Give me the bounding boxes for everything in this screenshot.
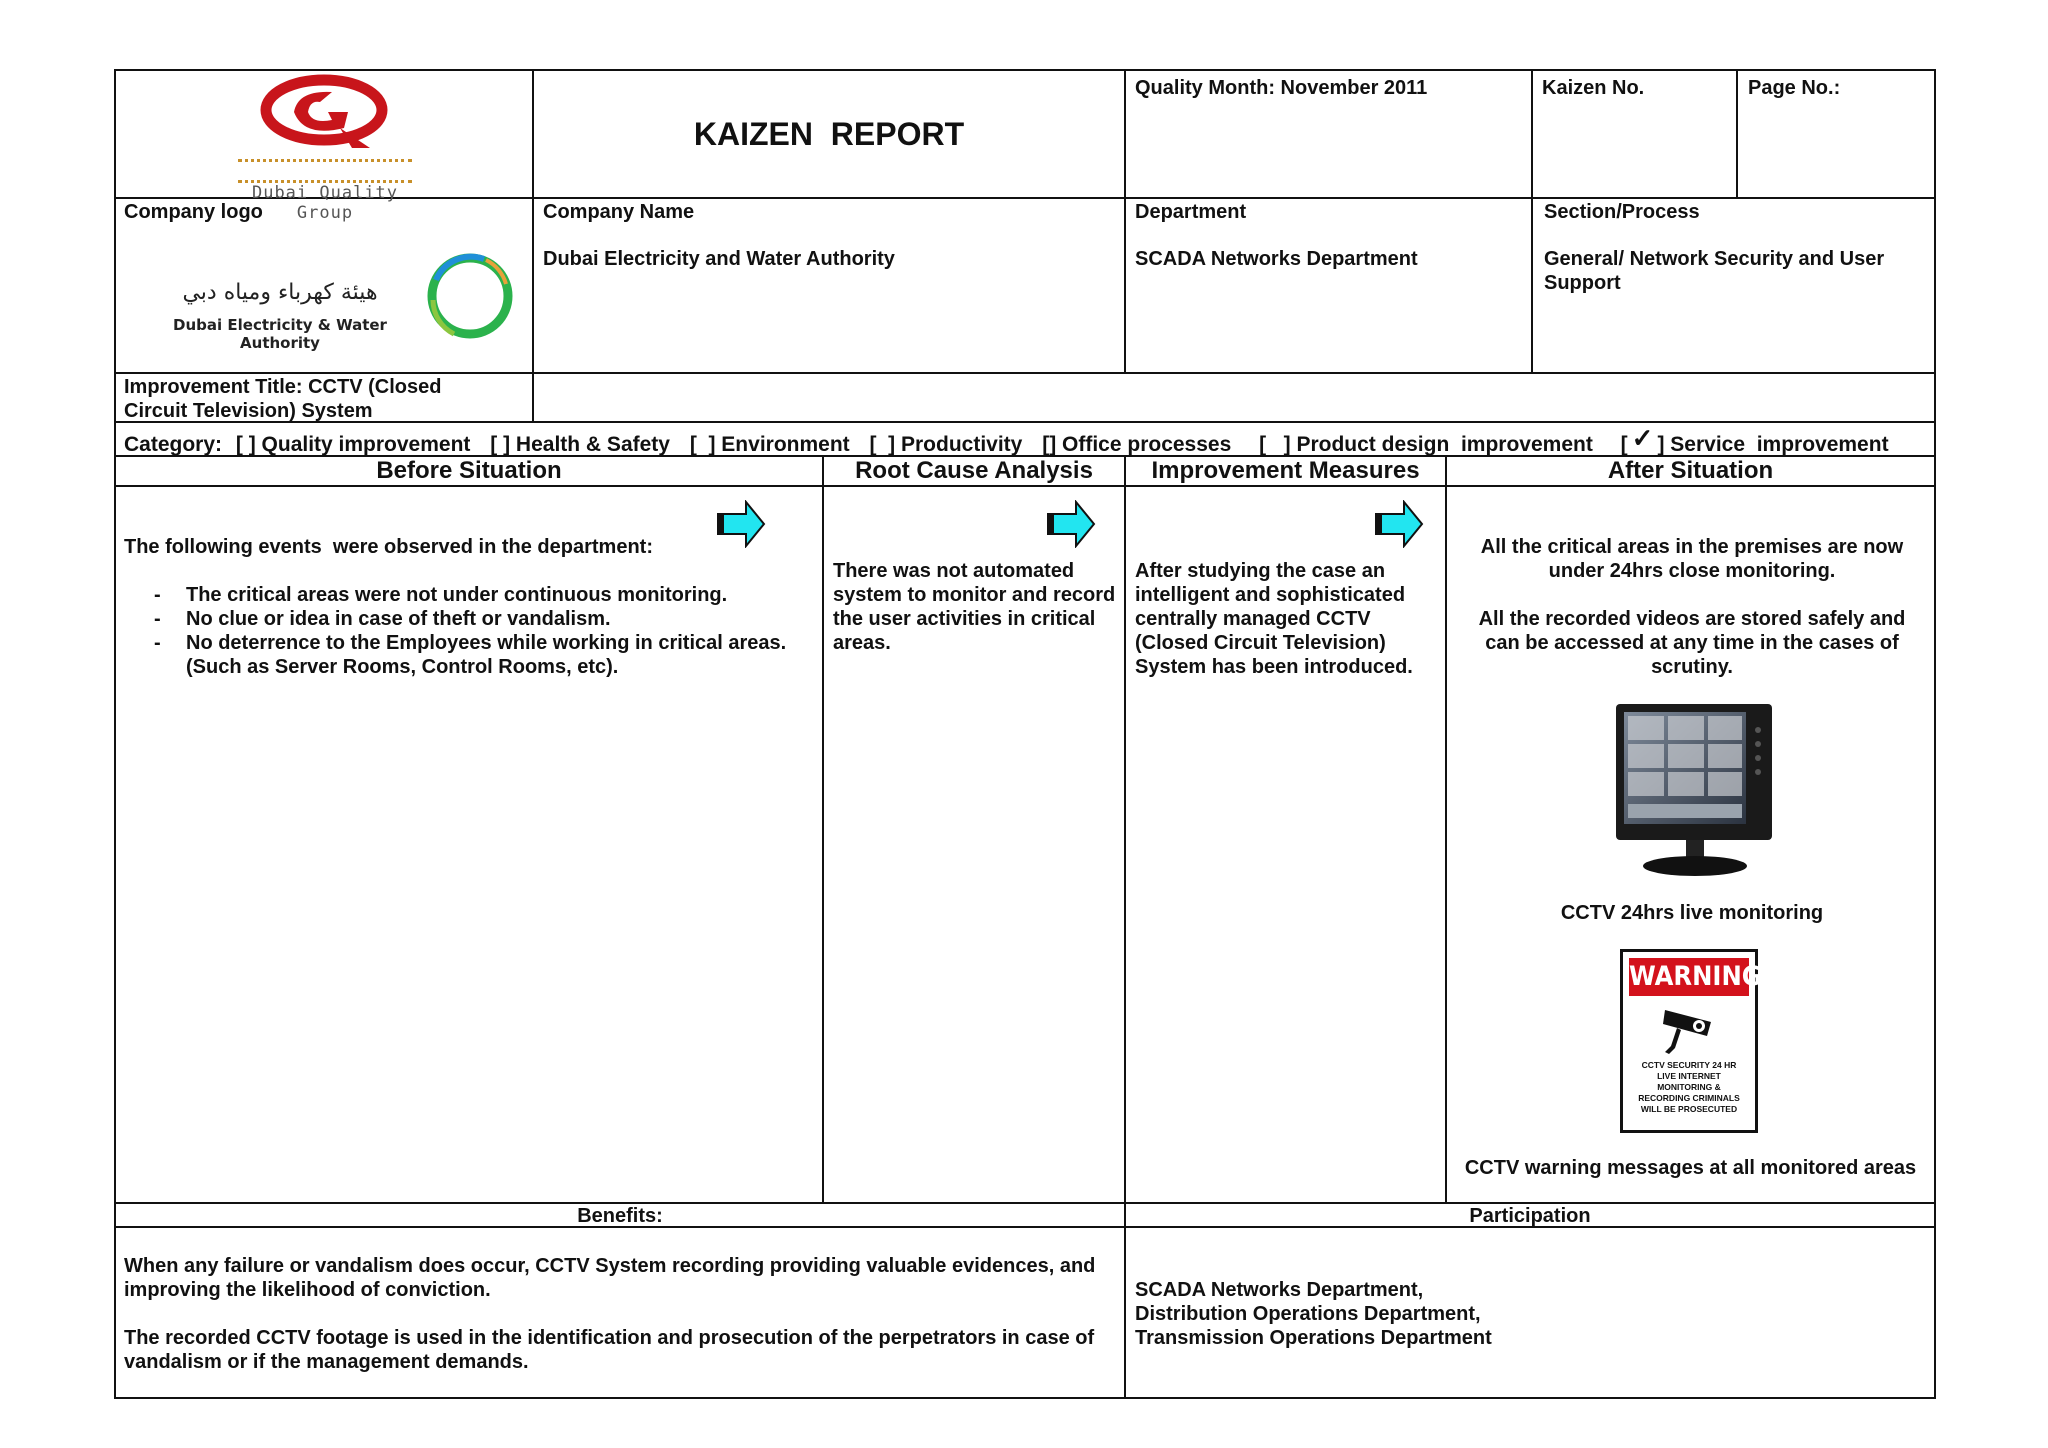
- benefits-label: Benefits:: [577, 1205, 663, 1227]
- participation-label: Participation: [1469, 1205, 1591, 1227]
- kaizen-no-label: Kaizen No.: [1542, 77, 1645, 99]
- participation-list: [1135, 1278, 1915, 1350]
- before-intro: The following events were observed in the department:: [124, 536, 653, 558]
- improvement-measures-header: Improvement Measures: [1151, 457, 1420, 484]
- list-item: - The critical areas were not under continuous monitoring.: [124, 583, 820, 607]
- category-health-safety: [ ] Health & Safety: [490, 433, 670, 456]
- root-cause-header: Root Cause Analysis: [855, 457, 1093, 484]
- improvement-measures-content: After studying the case an intelligent and sophisticated centrally managed CCTV (Closed Circuit Television) System has been introduced.: [1135, 560, 1413, 678]
- benefits-para-1: When any failure or vandalism does occur, CCTV System recording providing valuable evidences, and improving the likelihood of conviction.: [124, 1255, 1096, 1301]
- col-divider-page: [1736, 69, 1738, 198]
- category-office-processes: [] Office processes: [1042, 433, 1232, 456]
- warning-sign-caption: CCTV warning messages at all monitored areas: [1464, 1157, 1917, 1179]
- warning-sign-image: [1620, 949, 1762, 1133]
- dqg-arabic-script: [238, 159, 412, 183]
- cctv-monitor-image: [1610, 700, 1780, 880]
- before-situation-content: [124, 535, 820, 679]
- dewa-logo-english: Dubai Electricity & Water Authority: [173, 316, 387, 352]
- section-process-value: General/ Network Security and User Support: [1544, 248, 1885, 294]
- monitor-caption: CCTV 24hrs live monitoring: [1560, 902, 1824, 924]
- category-row: [124, 423, 1924, 457]
- col-divider-measures: [1445, 455, 1447, 1203]
- quality-month-label: Quality Month: November 2011: [1135, 77, 1428, 99]
- arrow-right-icon: [1046, 500, 1096, 548]
- dewa-ring-icon: [424, 250, 516, 342]
- improvement-title: Improvement Title: CCTV (Closed Circuit Television) System: [124, 376, 442, 422]
- list-item: - No clue or idea in case of theft or vandalism.: [124, 607, 820, 631]
- dqg-logo-text: Dubai Quality Group: [251, 183, 399, 223]
- category-quality-improvement: [ ] Quality improvement: [235, 433, 471, 456]
- company-name-label: Company Name: [543, 201, 695, 223]
- dubai-quality-group-logo: [220, 72, 430, 223]
- category-productivity: [ ] Productivity: [869, 433, 1023, 456]
- col-divider-root: [1124, 455, 1126, 1399]
- camera-icon: [1659, 1002, 1719, 1058]
- before-bullet-list: [124, 583, 820, 679]
- company-logo-label: Company logo: [124, 201, 263, 223]
- col-divider-before: [822, 455, 824, 1203]
- dewa-logo-arabic: هيئة كهرباء ومياه دبي: [182, 280, 378, 305]
- category-service-improvement: ] Service improvement: [1657, 433, 1889, 456]
- section-process-label: Section/Process: [1544, 201, 1700, 223]
- row-divider-2: [114, 372, 1936, 374]
- category-label: Category:: [124, 433, 223, 456]
- warning-sign-title: WARNING: [1629, 958, 1749, 996]
- company-name-value: Dubai Electricity and Water Authority: [543, 248, 895, 270]
- category-service-open-bracket: [: [1620, 433, 1628, 456]
- after-situation-header: After Situation: [1607, 457, 1774, 484]
- dewa-logo: [136, 248, 516, 352]
- department-label: Department: [1135, 201, 1247, 223]
- arrow-right-icon: [1374, 500, 1424, 548]
- page-no-label: Page No.:: [1748, 77, 1841, 99]
- list-item: Distribution Operations Department,: [1135, 1303, 1481, 1325]
- col-divider-quality: [1124, 69, 1126, 374]
- report-title: KAIZEN REPORT: [693, 116, 965, 152]
- list-item: - No deterrence to the Employees while working in critical areas. (Such as Server Rooms, Control Rooms, etc).: [124, 631, 820, 679]
- before-situation-header: Before Situation: [376, 457, 562, 484]
- list-item: Transmission Operations Department: [1135, 1327, 1492, 1349]
- after-para-1: All the critical areas in the premises are now under 24hrs close monitoring.: [1480, 536, 1904, 582]
- category-environment: [ ] Environment: [689, 433, 850, 456]
- col-divider-kaizen: [1531, 69, 1533, 374]
- row-divider-5: [114, 485, 1936, 487]
- warning-sign-text: CCTV SECURITY 24 HR LIVE INTERNET MONITORING & RECORDING CRIMINALS WILL BE PROSECUTED: [1638, 1060, 1740, 1114]
- checkmark-icon: ✓: [1631, 423, 1654, 453]
- root-cause-content: There was not automated system to monitor and record the user activities in critical areas.: [833, 560, 1116, 654]
- after-para-2: All the recorded videos are stored safely and can be accessed at any time in the cases of scrutiny.: [1478, 608, 1906, 678]
- category-product-design: [ ] Product design improvement: [1259, 433, 1593, 456]
- list-item: SCADA Networks Department,: [1135, 1279, 1424, 1301]
- department-value: SCADA Networks Department: [1135, 248, 1418, 270]
- benefits-para-2: The recorded CCTV footage is used in the identification and prosecution of the perpetrators in case of vandalism or if the management demands.: [124, 1327, 1095, 1373]
